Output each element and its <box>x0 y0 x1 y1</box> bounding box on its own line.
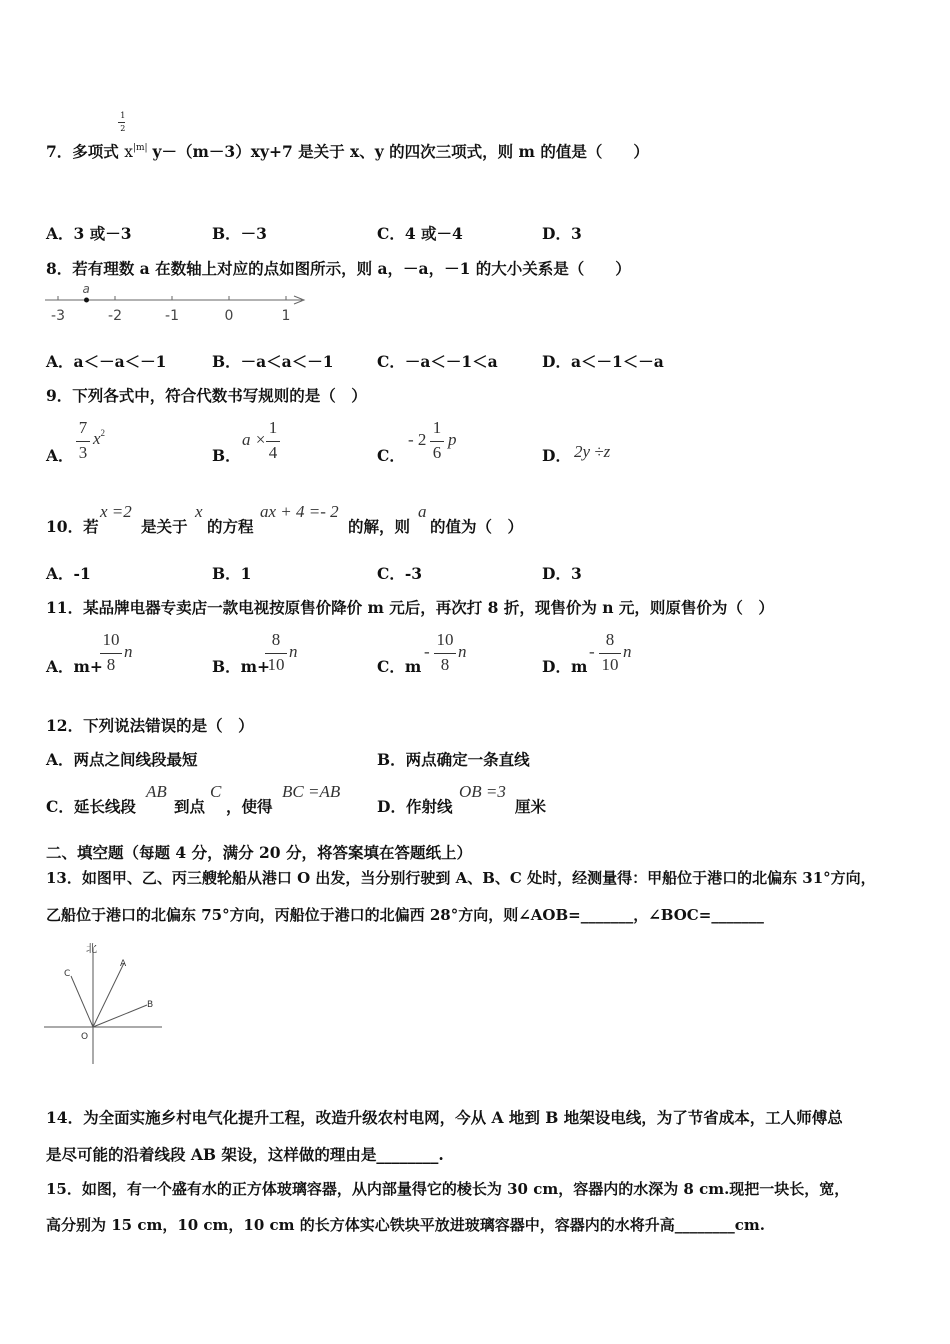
label-a: A <box>120 959 127 969</box>
q10-condition: x =2 <box>100 502 132 521</box>
q11-c-minus: - <box>424 642 430 661</box>
q11-a-var: n <box>124 642 133 661</box>
q7-stem <box>46 111 649 162</box>
q12-d-equation: OB =3 <box>459 782 506 801</box>
q10-a: a <box>418 502 427 521</box>
q15-line2: 高分别为 15 cm，10 cm，10 cm 的长方体实心铁块平放进玻璃容器中，容器内的水将升高________cm. <box>46 1216 765 1234</box>
q7-base: x <box>124 143 133 161</box>
q13-line1: 13．如图甲、乙、丙三艘轮船从港口 O 出发，当分别行驶到 A、B、C 处时，经测量得：甲船位于港口的北偏东 31°方向， <box>46 869 876 887</box>
q8-number-line <box>40 282 320 326</box>
label-o: O <box>81 1032 89 1042</box>
q15-line1: 15．如图，有一个盛有水的正方体玻璃容器，从内部量得它的棱长为 30 cm，容器内的水深为 8 cm.现把一块长，宽， <box>46 1180 850 1198</box>
q7-option-b: B．－3 <box>212 224 267 243</box>
q12-c-point: C <box>210 782 222 801</box>
q10-option-a: A．-1 <box>46 564 91 583</box>
q10-option-d: D．3 <box>542 564 582 583</box>
label-north: 北 <box>86 942 97 955</box>
q12-stem: 12．下列说法错误的是（ ） <box>46 716 254 735</box>
q12-c-equation: BC =AB <box>282 782 341 801</box>
q12-option-c-label: C．延长线段 <box>46 797 136 816</box>
q11-c-var: n <box>458 642 467 661</box>
q11-b-fraction: 8 10 <box>265 630 287 678</box>
q10-mid1: 是关于 <box>141 517 188 536</box>
q10-option-c: C．-3 <box>377 564 423 583</box>
number-line-tick-label: -1 <box>165 308 179 324</box>
q7-sup-bar <box>118 122 125 123</box>
q9-d-expr: 2y ÷z <box>574 442 611 461</box>
q12-c-segment: AB <box>146 782 167 801</box>
ray-ob <box>93 1005 147 1027</box>
number-line-tick-label: 0 <box>224 308 234 324</box>
q11-c-fraction: 10 8 <box>434 630 456 678</box>
q7-rest: y－（m－3）xy+7 是关于 x、y 的四次三项式，则 m 的值是（ ） <box>152 142 649 161</box>
q14-line1: 14．为全面实施乡村电气化提升工程，改造升级农村电网，今从 A 地到 B 地架设电线，为了节省成本，工人师傅总 <box>46 1108 843 1127</box>
q11-d-fraction: 8 10 <box>599 630 621 678</box>
q11-a-fraction: 10 8 <box>100 630 122 678</box>
label-c: C <box>64 969 71 979</box>
ray-oa <box>93 963 124 1027</box>
q9-c-pre: - 2 <box>408 430 427 449</box>
section-2-heading: 二、填空题（每题 4 分，满分 20 分，将答案填在答题纸上） <box>46 843 472 862</box>
q7-option-d: D．3 <box>542 224 582 243</box>
q10-end: 的值为（ ） <box>430 517 524 536</box>
q7-power <box>120 111 152 161</box>
label-b: B <box>147 1000 154 1010</box>
q7-option-a: A．3 或－3 <box>46 224 132 243</box>
q7-number: 7． <box>46 142 73 161</box>
q11-option-c: C．m <box>377 657 422 676</box>
q11-option-a: A．m+ <box>46 657 103 676</box>
q7-prefix: 多项式 <box>72 142 119 161</box>
q7-sup-num: 1 <box>120 111 126 120</box>
q13-line2: 乙船位于港口的北偏东 75°方向，丙船位于港口的北偏西 28°方向，则∠AOB=_______，∠BOC=_______ <box>46 906 764 924</box>
q11-d-var: n <box>623 642 632 661</box>
number-line-label-a: a <box>82 282 90 296</box>
ray-oc <box>71 976 93 1027</box>
number-line-tick-label: -2 <box>108 308 122 324</box>
q9-c-fraction: 1 6 <box>430 418 444 466</box>
q11-stem: 11．某品牌电器专卖店一款电视按原售价降价 m 元后，再次打 8 折，现售价为 n 元，则原售价为（ ） <box>46 598 774 617</box>
q8-stem: 8．若有理数 a 在数轴上对应的点如图所示，则 a，－a，－1 的大小关系是（ ） <box>46 259 631 278</box>
q14-line2: 是尽可能的沿着线段 AB 架设，这样做的理由是________. <box>46 1145 444 1164</box>
q8-option-c: C．－a＜－1＜a <box>377 352 498 371</box>
number-line-tick-label: -3 <box>51 308 65 324</box>
q11-option-d: D．m <box>542 657 588 676</box>
q10-number: 10．若 <box>46 517 99 536</box>
q9-label-a: A． <box>46 446 74 465</box>
q9-c-var: p <box>448 430 457 449</box>
number-line-point-a <box>84 298 89 303</box>
q11-b-var: n <box>289 642 298 661</box>
q9-stem: 9．下列各式中，符合代数书写规则的是（ ） <box>46 386 367 405</box>
q9-a-fraction: 7 3 <box>76 418 90 466</box>
q10-equation: ax + 4 =- 2 <box>260 502 339 521</box>
q11-d-minus: - <box>589 642 595 661</box>
q8-option-a: A．a＜－a＜－1 <box>46 352 167 371</box>
q11-option-b: B．m+ <box>212 657 270 676</box>
q9-label-c: C． <box>377 446 405 465</box>
q7-sup-den: 2 <box>120 124 126 133</box>
q9-b-pre: a × <box>242 430 267 449</box>
q9-label-b: B． <box>212 446 241 465</box>
q13-figure <box>40 938 170 1068</box>
q12-option-a: A．两点之间线段最短 <box>46 750 198 769</box>
number-line-tick-label: 1 <box>281 308 291 324</box>
q12-option-b: B．两点确定一条直线 <box>377 750 530 769</box>
q12-c-mid2: ，使得 <box>226 797 273 816</box>
q8-option-d: D．a＜－1＜－a <box>542 352 664 371</box>
q8-option-b: B．－a＜a＜－1 <box>212 352 334 371</box>
q10-option-b: B．1 <box>212 564 252 583</box>
q10-mid2: 的方程 <box>207 517 254 536</box>
q10-var: x <box>195 502 203 521</box>
q7-option-c: C．4 或－4 <box>377 224 463 243</box>
q7-exponent: |m| <box>132 143 148 153</box>
q12-d-unit: 厘米 <box>515 797 547 816</box>
q9-b-fraction: 1 4 <box>266 418 280 466</box>
q12-c-mid: 到点 <box>174 797 206 816</box>
q12-option-d-label: D．作射线 <box>377 797 453 816</box>
q9-label-d: D． <box>542 446 571 465</box>
q10-mid3: 的解，则 <box>348 517 411 536</box>
q9-a-var: $x^2$ <box>93 428 106 448</box>
